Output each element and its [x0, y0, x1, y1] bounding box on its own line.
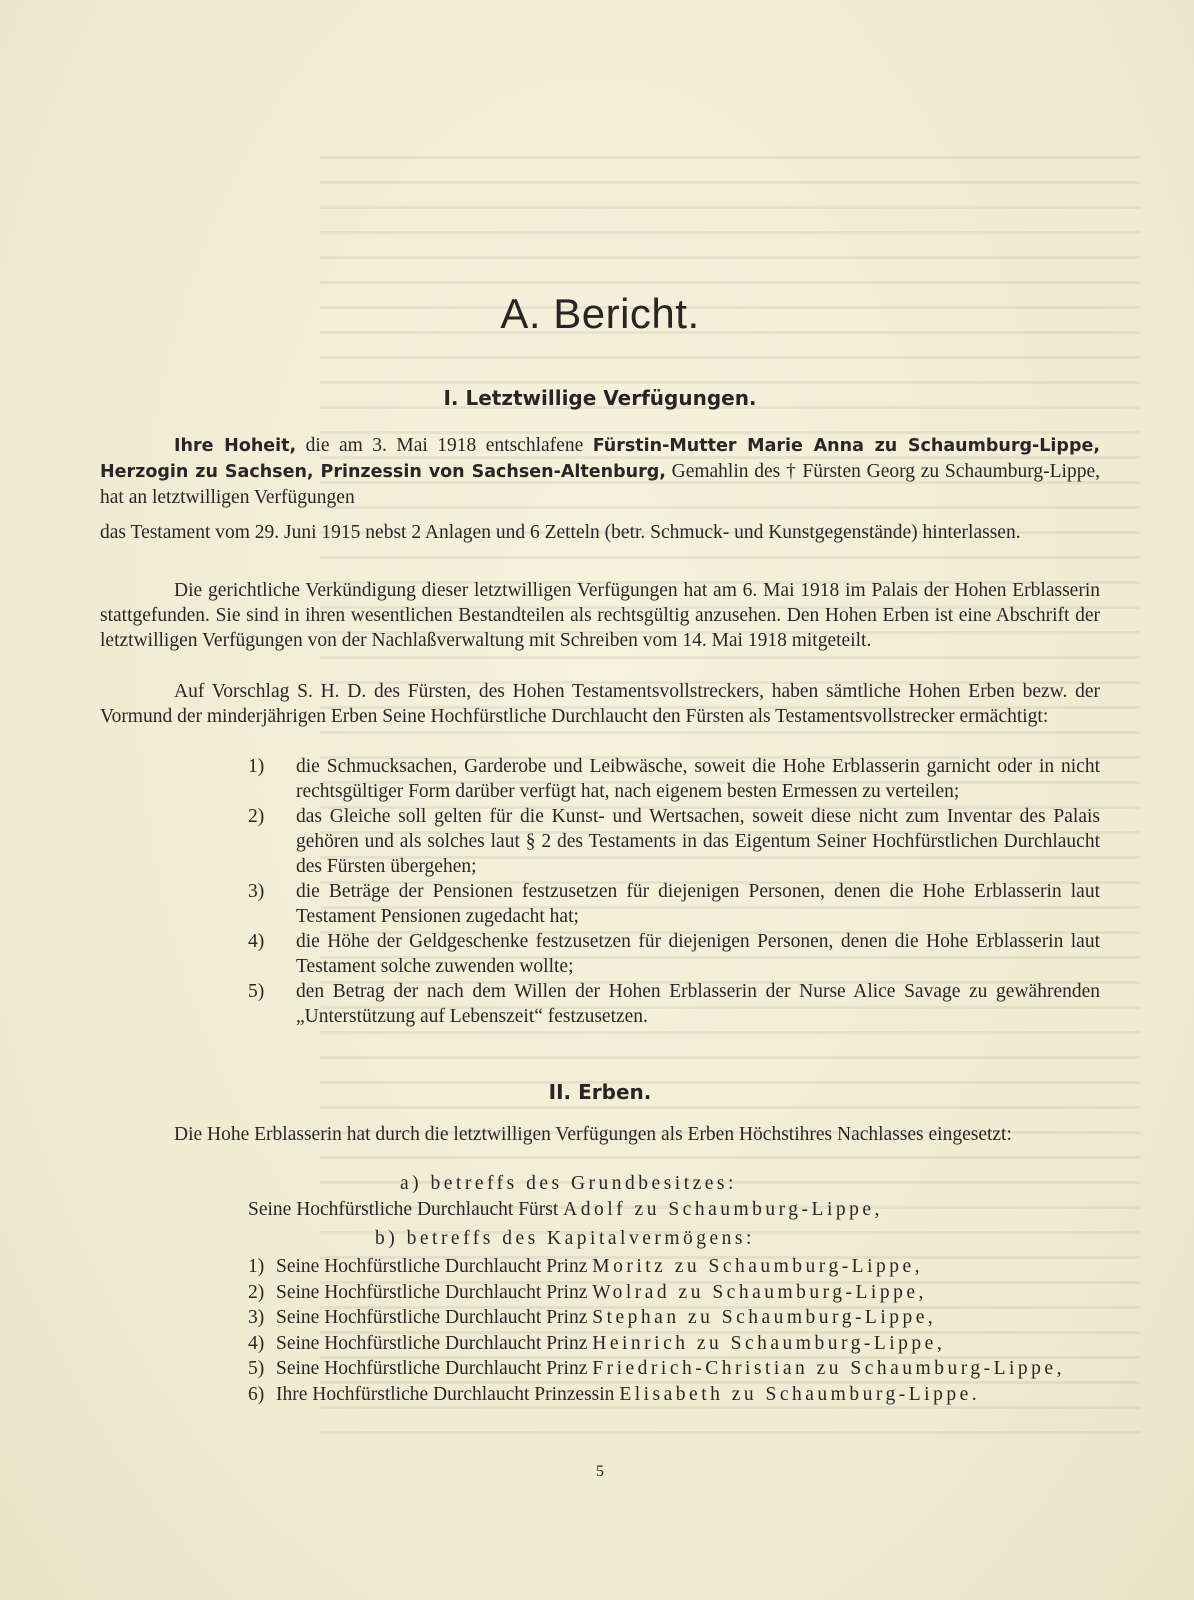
authorization-list: [248, 754, 1100, 1029]
subheading-kapital: b) betreffs des Kapitalvermögens:: [375, 1228, 755, 1249]
intro-text-2: Gemahlin des † Fürsten Georg zu Schaumburg-Lippe, hat an letztwilligen Verfügungen: [100, 461, 1100, 508]
list-number: 2): [248, 1281, 265, 1303]
list-number: 4): [248, 1332, 265, 1354]
list-number: 4): [248, 931, 265, 952]
heir-prefix: Seine Hochfürstliche Durchlaucht Prinz: [276, 1256, 593, 1277]
heir-name: Friedrich-Christian zu Schaumburg-Lippe,: [592, 1358, 1065, 1379]
heir-name: Elisabeth zu Schaumburg-Lippe.: [619, 1383, 981, 1405]
list-number: 6): [248, 1383, 265, 1405]
intro-text-1: die am 3. Mai 1918 entschlafene: [296, 435, 593, 456]
heir-name: Heinrich zu Schaumburg-Lippe,: [592, 1332, 946, 1354]
list-text: den Betrag der nach dem Willen der Hohen Erblasserin der Nurse Alice Savage zu gewährenden „Unterstützung auf Lebenszeit“ festzusetzen.: [296, 981, 1100, 1027]
heir-prefix: Seine Hochfürstliche Durchlaucht Fürst: [248, 1199, 564, 1220]
page-title: A. Bericht.: [500, 290, 700, 337]
intro-paragraph: [100, 433, 1100, 510]
heir-prefix: Seine Hochfürstliche Durchlaucht Prinz: [276, 1307, 593, 1328]
heir-prefix: Ihre Hochfürstliche Durchlaucht Prinzessin: [276, 1383, 620, 1405]
heirs-intro-paragraph: Die Hohe Erblasserin hat durch die letztwilligen Verfügungen als Erben Höchstihres Nachlasses eingesetzt:: [174, 1124, 1012, 1145]
list-item: [248, 879, 1100, 929]
heir-prefix: Seine Hochfürstliche Durchlaucht Prinz: [276, 1281, 593, 1303]
proclamation-paragraph: Die gerichtliche Verkündigung dieser letztwilligen Verfügungen hat am 6. Mai 1918 im Palais der Hohen Erblasserin stattgefunden. Sie sind in ihren wesentlichen Bestandteilen als rechtsgültig anzusehen. Den Hohen Erben ist eine Abschrift der letztwilligen Verfügungen von der Nachlaßverwaltung mit Schreiben vom 14. Mai 1918 mitgeteilt.: [100, 580, 1100, 651]
list-number: 3): [248, 1307, 265, 1328]
heir-name: Stephan zu Schaumburg-Lippe,: [592, 1307, 937, 1328]
list-item: [248, 804, 1100, 879]
list-number: 5): [248, 981, 265, 1002]
list-item: [248, 1254, 1100, 1280]
list-number: 2): [248, 806, 265, 827]
list-number: 1): [248, 1256, 265, 1277]
list-number: 5): [248, 1358, 265, 1379]
list-text: das Gleiche soll gelten für die Kunst- und Wertsachen, soweit diese nicht zum Inventar des Palais gehören und als solches laut § 2 des Testaments in das Eigentum Seiner Hochfürstlichen Durchlaucht des Fürsten übergehen;: [296, 806, 1100, 877]
heir-name: Adolf zu Schaumburg-Lippe,: [563, 1199, 883, 1220]
list-number: 3): [248, 881, 265, 902]
list-item: [248, 1382, 1100, 1408]
heirs-list: [248, 1254, 1100, 1407]
page-number: 5: [596, 1463, 604, 1480]
section-heading-1: I. Letztwillige Verfügungen.: [443, 386, 757, 410]
list-text: die Höhe der Geldgeschenke festzusetzen für diejenigen Personen, denen die Hohe Erblasserin laut Testament solche zuwenden wollte;: [296, 931, 1100, 977]
page-content: [100, 0, 1100, 1600]
intro-bold-1: Ihre Hoheit,: [174, 436, 297, 456]
intro-bold-2: Fürstin-Mutter Marie Anna zu Schaumburg-Lippe, Herzogin zu Sachsen, Prinzessin von Sachsen-Altenburg,: [100, 436, 1100, 482]
list-text: die Beträge der Pensionen festzusetzen für diejenigen Personen, denen die Hohe Erblasserin laut Testament Pensionen zugedacht hat;: [296, 881, 1100, 927]
proposal-paragraph: Auf Vorschlag S. H. D. des Fürsten, des Hohen Testamentsvollstreckers, haben sämtliche Hohen Erben bezw. der Vormund der minderjährigen Erben Seine Hochfürstliche Durchlaucht den Fürsten als Testamentsvollstrecker ermächtigt:: [100, 681, 1100, 727]
heir-name: Moritz zu Schaumburg-Lippe,: [592, 1256, 924, 1277]
heir-prefix: Seine Hochfürstliche Durchlaucht Prinz: [276, 1358, 593, 1379]
list-item: [248, 1280, 1100, 1306]
list-item: [248, 754, 1100, 804]
heir-prefix: Seine Hochfürstliche Durchlaucht Prinz: [276, 1332, 593, 1354]
list-text: die Schmucksachen, Garderobe und Leibwäsche, soweit die Hohe Erblasserin garnicht oder in nicht rechtsgültiger Form darüber verfügt hat, nach eigenem besten Ermessen zu verteilen;: [296, 756, 1100, 802]
list-item: [248, 929, 1100, 979]
list-item: [248, 979, 1100, 1029]
list-item: [248, 1331, 1100, 1357]
section-heading-2: II. Erben.: [548, 1080, 652, 1104]
subheading-grundbesitz: a) betreffs des Grundbesitzes:: [400, 1173, 737, 1194]
testament-paragraph: das Testament vom 29. Juni 1915 nebst 2 Anlagen und 6 Zetteln (betr. Schmuck- und Kunstgegenstände) hinterlassen.: [100, 522, 1021, 543]
list-item: [248, 1356, 1100, 1382]
list-item: [248, 1305, 1100, 1331]
list-number: 1): [248, 756, 265, 777]
heir-line-grundbesitz: [248, 1197, 883, 1222]
heir-name: Wolrad zu Schaumburg-Lippe,: [592, 1281, 927, 1303]
